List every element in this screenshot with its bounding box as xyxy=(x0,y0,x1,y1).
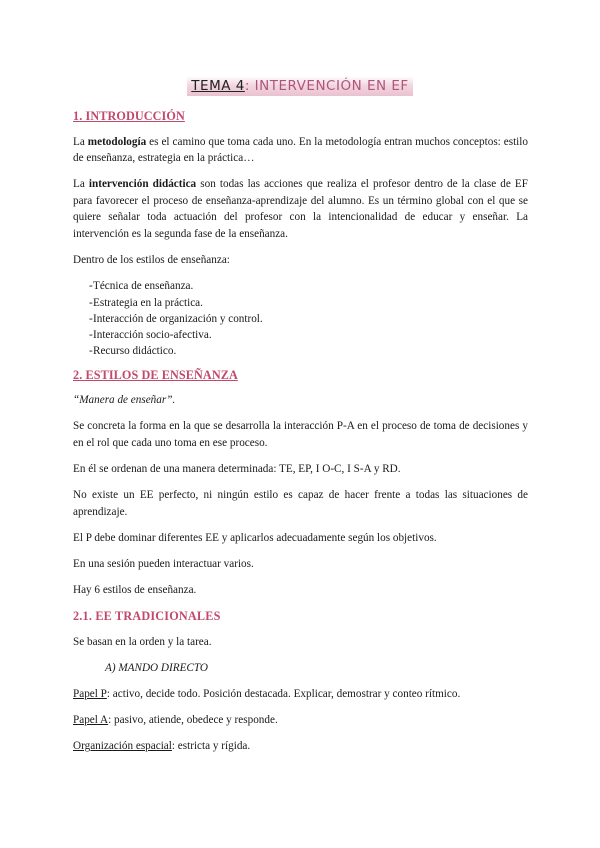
paragraph: Se concreta la forma en la que se desarrolla la interacción P-A en el proceso de toma de decisiones y en el rol que cada uno toma en ese proceso. xyxy=(73,420,528,450)
paragraph-organizacion xyxy=(73,738,528,755)
text-run: : pasivo, atiende, obedece y responde. xyxy=(108,714,278,727)
list-item-text: Estrategia en la práctica. xyxy=(93,296,203,309)
text-run: es el camino que toma cada uno. En la metodología entran muchos conceptos: estilo de enseñanza, estrategia en la práctica… xyxy=(73,135,528,165)
title-topic: TEMA 4 xyxy=(191,78,245,94)
subheading-mando-directo: A) MANDO DIRECTO xyxy=(105,661,208,674)
paragraph: No existe un EE perfecto, ni ningún estilo es capaz de hacer frente a todas las situaciones de aprendizaje. xyxy=(73,489,528,518)
text-run: La xyxy=(73,178,89,191)
text-run: La xyxy=(73,135,88,148)
estilos-list xyxy=(73,278,528,359)
paragraph-papel-a xyxy=(73,712,528,729)
section-heading-introduccion: 1. INTRODUCCIÓN xyxy=(73,109,185,123)
title-subject: : INTERVENCIÓN EN EF xyxy=(244,78,409,94)
text-run: : activo, decide todo. Posición destacada. Explicar, demostrar y conteo rítmico. xyxy=(106,687,461,700)
quote-manera-de-ensenar: “Manera de enseñar”. xyxy=(73,394,176,407)
section-heading-estilos: 2. ESTILOS DE ENSEÑANZA xyxy=(73,367,238,382)
list-item xyxy=(73,343,528,359)
list-item xyxy=(73,278,528,294)
page-title xyxy=(187,76,412,96)
title-container xyxy=(0,76,600,96)
paragraph: El P debe dominar diferentes EE y aplicarlos adecuadamente según los objetivos. xyxy=(73,531,437,544)
list-item-text: Interacción de organización y control. xyxy=(93,312,263,325)
list-item-text: Técnica de enseñanza. xyxy=(93,280,194,293)
label-organizacion-espacial: Organización espacial xyxy=(73,740,172,753)
label-papel-a: Papel A xyxy=(73,714,109,727)
list-item-text: Recurso didáctico. xyxy=(93,345,177,358)
list-item-text: Interacción socio-afectiva. xyxy=(93,329,212,342)
paragraph-intervencion xyxy=(73,176,528,242)
paragraph-papel-p xyxy=(73,686,528,703)
paragraph-metodologia xyxy=(73,134,528,167)
paragraph: Hay 6 estilos de enseñanza. xyxy=(73,584,197,597)
paragraph: En una sesión pueden interactuar varios. xyxy=(73,557,254,570)
subsection-heading-tradicionales: 2.1. EE TRADICIONALES xyxy=(73,609,221,624)
text-run: : estricta y rígida. xyxy=(171,740,251,753)
bold-term-metodologia: metodología xyxy=(87,135,147,148)
list-item xyxy=(73,327,528,343)
text-run: son todas las acciones que realiza el profesor dentro de la clase de EF para favorecer el proceso de enseñanza-aprendizaje del alumno. Es un término global con el que se quiere señalar toda actuación del profesor con la intencionalidad de educar y enseñar. La intervención es la segunda fase de la enseñanza. xyxy=(73,178,528,241)
label-papel-p: Papel P xyxy=(73,687,107,700)
bold-term-intervencion: intervención didáctica xyxy=(88,178,197,191)
paragraph-estilos-intro: Dentro de los estilos de enseñanza: xyxy=(73,254,230,267)
list-item xyxy=(73,295,528,311)
document-body xyxy=(73,108,528,764)
list-item xyxy=(73,311,528,327)
paragraph: En él se ordenan de una manera determinada: TE, EP, I O-C, I S-A y RD. xyxy=(73,463,401,476)
paragraph: Se basan en la orden y la tarea. xyxy=(73,635,212,648)
